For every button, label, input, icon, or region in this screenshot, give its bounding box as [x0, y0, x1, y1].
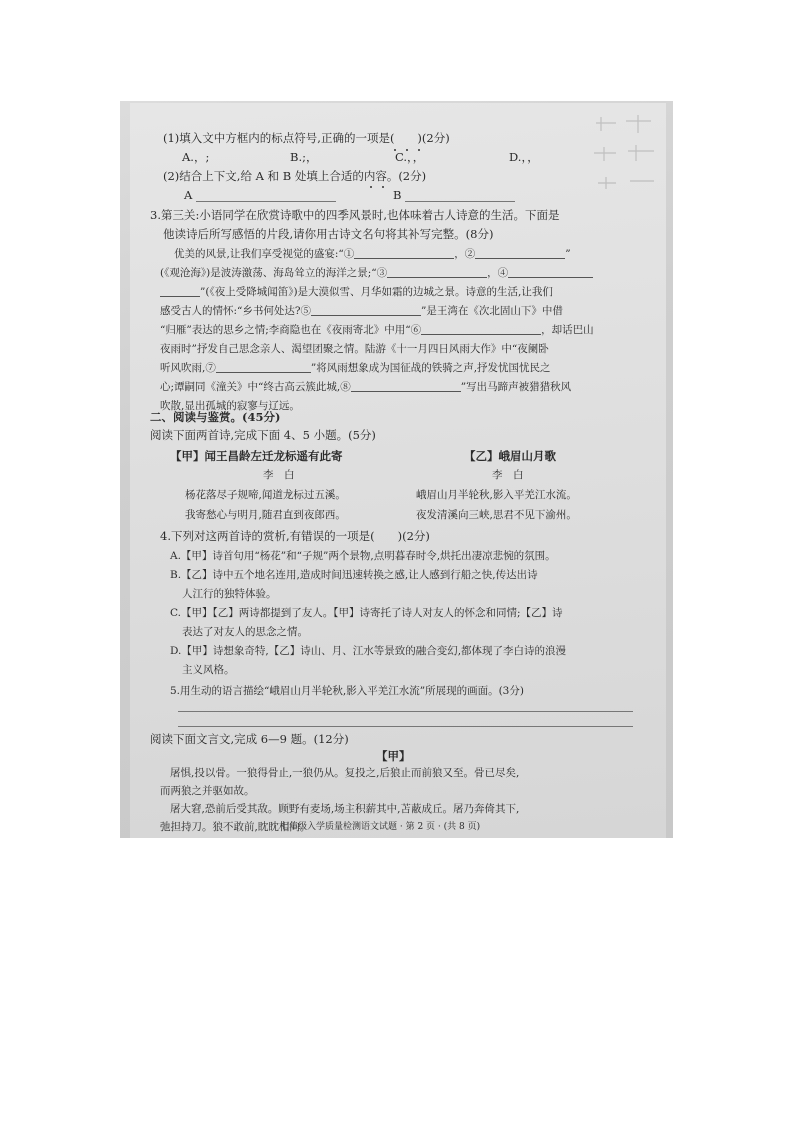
q3-text: ，却话巴山 [541, 324, 594, 336]
q5-stem: 5.用生动的语言描绘“峨眉山月半轮秋,影入平羌江水流”所展现的画面。(3分) [170, 685, 524, 697]
q1-option-d: D.，， [509, 150, 539, 164]
poem-yi-title: 【乙】峨眉山月歌 [464, 449, 556, 463]
poem-yi-line-1: 峨眉山月半轮秋,影入平羌江水流。 [416, 489, 577, 501]
blank-1[interactable] [354, 246, 454, 259]
q4-option-d-1: D.【甲】诗想象奇特,【乙】诗山、月、江水等景致的融合变幻,都体现了李白诗的浪漫 [170, 645, 567, 657]
blank-3[interactable] [387, 265, 487, 278]
blank-2[interactable] [475, 246, 565, 259]
q3-text: 感受古人的情怀:“乡书何处达?⑤ [160, 305, 312, 317]
classical-line-2: 而两狼之并驱如故。 [160, 785, 255, 797]
q4-option-c-1: C.【甲】【乙】两诗都提到了友人。【甲】诗寄托了诗人对友人的怀念和同情;【乙】诗 [170, 607, 563, 619]
exam-page [130, 103, 666, 838]
q4-option-b-1: B.【乙】诗中五个地名连用,造成时间迅速转换之感,让人感到行船之快,传达出诗 [170, 569, 538, 581]
q3-para-line-8 [160, 379, 571, 395]
q2-answer-line-a[interactable] [196, 201, 336, 202]
q4-stem: 4.下列对这两首诗的赏析,有错误的一项是( )(2分) [160, 529, 430, 543]
q3-stem-2: 他读诗后所写感悟的片段,请你用古诗文名句将其补写完整。(8分) [163, 227, 494, 241]
q3-text: ，④ [487, 267, 509, 279]
blank-4[interactable] [508, 265, 593, 278]
q3-text: ，② [454, 248, 476, 260]
q3-text: 优美的风景,让我们享受视觉的盛宴:“① [174, 248, 355, 260]
q2-label-b: B [393, 188, 402, 202]
q1-option-b: B.;， [290, 150, 318, 164]
photographed-exam-sheet [120, 101, 673, 838]
poem-jia-line-2: 我寄愁心与明月,随君直到夜郎西。 [185, 509, 346, 521]
q3-para-line-5 [160, 322, 594, 338]
q3-text: ”是王湾在《次北固山下》中借 [421, 305, 563, 317]
q3-text: ” [565, 248, 571, 260]
page-footer: 七年级入学质量检测语文试题 · 第 2 页 · (共 8 页) [280, 822, 481, 832]
q1-option-a: A.，; [182, 150, 210, 164]
q3-para-line-7 [160, 360, 551, 376]
poem-yi-author: 李 白 [492, 469, 524, 481]
q4-option-d-2: 主义风格。 [182, 664, 235, 676]
section-2-heading: 二、阅读与鉴赏。(45分) [150, 410, 281, 424]
q3-text: ”(《夜上受降城闻笛》)是大漠似雪、月华如霜的边城之景。诗意的生活,让我们 [200, 286, 553, 298]
q3-para-line-2 [160, 265, 593, 281]
q3-text: ”写出马蹄声被猎猎秋风 [460, 381, 572, 393]
poem-jia-author: 李 白 [263, 469, 295, 481]
poem-jia-line-1: 杨花落尽子规啼,闻道龙标过五溪。 [185, 489, 346, 501]
q1-option-c: C.，， [395, 150, 425, 164]
q3-text: (《观沧海》)是波涛激荡、海岛耸立的海洋之景;“③ [160, 267, 388, 279]
q3-text: ”将风雨想象成为国征战的铁骑之声,抒发忧国忧民之 [310, 362, 551, 374]
blank-8[interactable] [351, 379, 461, 392]
q3-text: 听风吹雨,⑦ [160, 362, 216, 374]
q3-para-line-6: 夜雨时”抒发自己思念亲人、渴望团聚之情。陆游《十一月四日风雨大作》中“夜阑卧 [160, 343, 549, 355]
poem-jia-title: 【甲】闻王昌龄左迁龙标遥有此寄 [170, 449, 343, 463]
q2-label-a: A [184, 188, 193, 202]
classical-tag: 【甲】 [376, 749, 411, 763]
q1-stem: (1)填入文中方框内的标点符号,正确的一项是( )(2分) [163, 131, 450, 145]
emphasis-dot [382, 186, 384, 188]
section-2-intro: 阅读下面两首诗,完成下面 4、5 小题。(5分) [150, 428, 376, 442]
emphasis-dot [370, 186, 372, 188]
q3-text: “归雁”表达的思乡之情;李商隐也在《夜雨寄北》中用“⑥ [160, 324, 422, 336]
q3-para-line-4 [160, 303, 563, 319]
q3-para-line-3 [160, 284, 553, 300]
q4-option-c-2: 表达了对友人的思念之情。 [182, 626, 308, 638]
bleed-through-text [586, 103, 666, 203]
q4-option-a: A.【甲】诗首句用“杨花”和“子规”两个景物,点明暮春时令,烘托出凄凉悲惋的氛围。 [170, 550, 556, 562]
blank-4-cont[interactable] [160, 284, 200, 297]
blank-5[interactable] [311, 303, 421, 316]
q3-para-line-9: 吹散,显出孤城的寂寥与辽远。 [160, 400, 300, 412]
classical-line-1: 屠惧,投以骨。一狼得骨止,一狼仍从。复投之,后狼止而前狼又至。骨已尽矣, [170, 767, 520, 779]
q3-stem-1: 3.第三关:小语同学在欣赏诗歌中的四季风景时,也体味着古人诗意的生活。下面是 [150, 208, 560, 222]
classical-line-3: 屠大窘,恐前后受其敌。顾野有麦场,场主积薪其中,苫蔽成丘。屠乃奔倚其下, [170, 803, 520, 815]
blank-7[interactable] [216, 360, 311, 373]
q2-stem: (2)结合上下文,给 A 和 B 处填上合适的内容。(2分) [163, 169, 427, 183]
blank-6[interactable] [421, 322, 541, 335]
poem-yi-line-2: 夜发清溪向三峡,思君不见下渝州。 [416, 509, 577, 521]
q4-option-b-2: 人江行的独特体验。 [182, 588, 277, 600]
q3-text: 心;谭嗣同《潼关》中“终古高云簇此城,⑧ [160, 381, 351, 393]
q5-answer-line-1[interactable] [178, 711, 633, 712]
q5-answer-line-2[interactable] [178, 726, 633, 727]
q3-para-line-1 [174, 246, 571, 262]
classical-intro: 阅读下面文言文,完成 6—9 题。(12分) [150, 732, 349, 746]
classical-line-4: 弛担持刀。狼不敢前,眈眈相向。 [160, 821, 311, 833]
q2-answer-line-b[interactable] [405, 201, 515, 202]
